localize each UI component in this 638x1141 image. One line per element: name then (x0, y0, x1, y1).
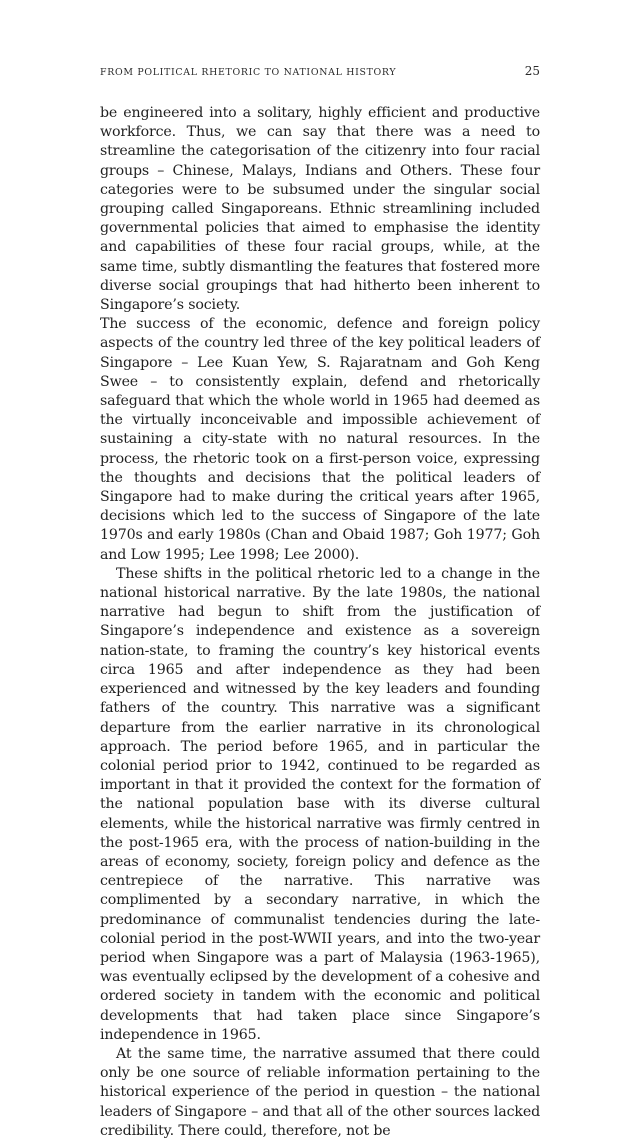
paragraph-1: be engineered into a solitary, highly efficient and productive workforce. Thus, we can say that there was a need to streamline the categorisation of the citizenry into four racial groups – Chinese, Malays, Indians and Others. These four categories were to be subsumed under the singular social grouping called Singaporeans. Ethnic streamlining included governmental policies that aimed to emphasise the identity and capabilities of these four racial groups, while, at the same time, subtly dismantling the features that fostered more diverse social groupings that had hitherto been inherent to Singapore’s society. (100, 105, 540, 314)
paragraph-4: At the same time, the narrative assumed that there could only be one source of reliable information pertaining to the historical experience of the period in question – the national leaders of Singapore – and that all of the other sources lacked credibility. There could, therefore, not be (100, 1045, 540, 1139)
paragraph-3: These shifts in the political rhetoric led to a change in the national historical narrative. By the late 1980s, the national narrative had begun to shift from the justification of Singapore’s independence and existence as a sovereign nation-state, to framing the country’s key historical events circa 1965 and after independence as they had been experienced and witnessed by the key leaders and founding fathers of the country. This narrative was a significant departure from the earlier narrative in its chronological approach. The period before 1965, and in particular the colonial period prior to 1942, continued to be regarded as important in that it provided the context for the formation of the national population base with its diverse cultural elements, while the historical narrative was firmly centred in the post-1965 era, with the process of nation-building in the areas of economy, society, foreign policy and defence as the centrepiece of the narrative. This narrative was complimented by a secondary narrative, in which the predominance of communalist tendencies during the late-colonial period in the post-WWII years, and into the two-year period when Singapore was a part of Malaysia (1963-1965), was eventually eclipsed by the development of a cohesive and ordered society in tandem with the economic and political developments that had taken place since Singapore’s independence in 1965. (100, 565, 540, 1043)
body-text (100, 104, 540, 1141)
book-page (100, 64, 540, 1141)
paragraph-2: The success of the economic, defence and foreign policy aspects of the country led three of the key political leaders of Singapore – Lee Kuan Yew, S. Rajaratnam and Goh Keng Swee – to consistently explain, defend and rhetorically safeguard that which the whole world in 1965 had deemed as the virtually inconceivable and impossible achievement of sustaining a city-state with no natural resources. In the process, the rhetoric took on a first-person voice, expressing the thoughts and decisions that the political leaders of Singapore had to make during the critical years after 1965, decisions which led to the success of Singapore of the late 1970s and early 1980s (Chan and Obaid 1987; Goh 1977; Goh and Low 1995; Lee 1998; Lee 2000). (100, 316, 540, 563)
running-title: FROM POLITICAL RHETORIC TO NATIONAL HISTORY (100, 67, 397, 78)
page-number: 25 (524, 64, 540, 78)
running-head (100, 64, 540, 86)
